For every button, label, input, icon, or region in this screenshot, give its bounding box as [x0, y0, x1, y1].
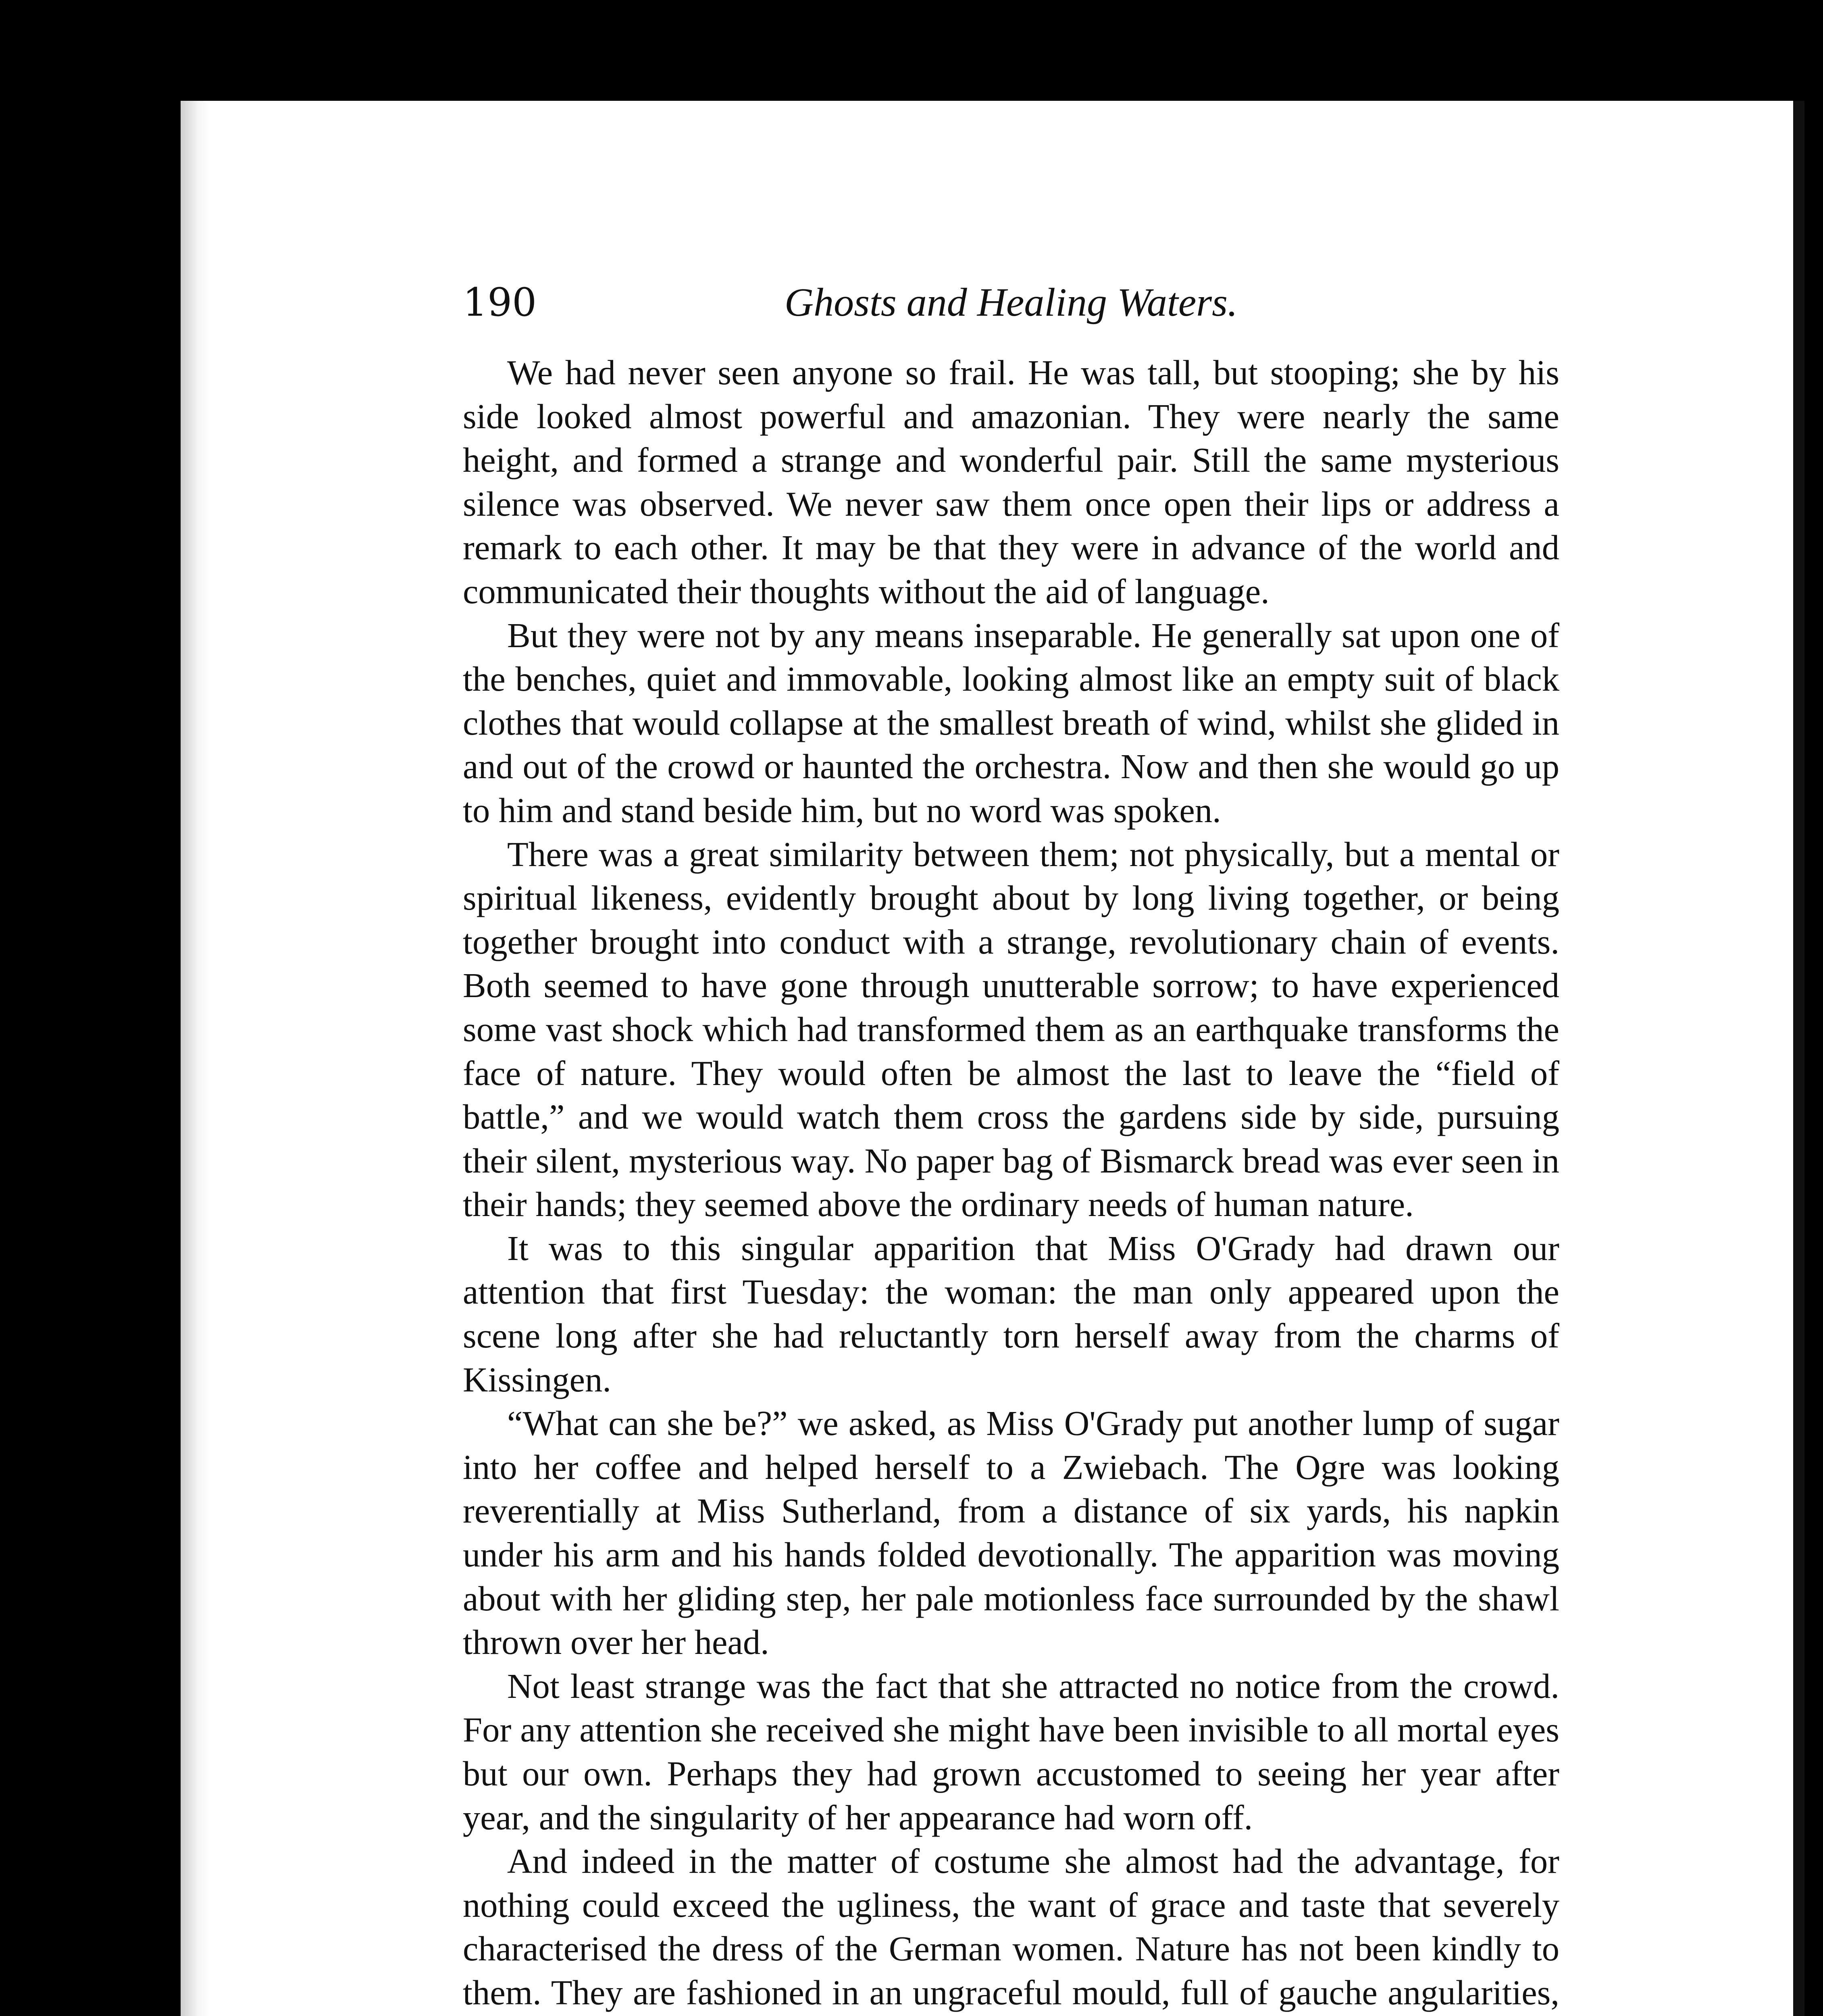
- paragraph: We had never seen anyone so frail. He was tall, but stooping; she by his side looked almost powerful and amazonian. They were nearly the same height, and formed a strange and wonderful pair. Still the same mysterious silence was observed. We never saw them once open their lips or address a remark to each other. It may be that they were in advance of the world and communicated their thoughts without the aid of language.: [463, 353, 1559, 611]
- running-title: Ghosts and Healing Waters.: [784, 280, 1238, 325]
- paragraph: But they were not by any means inseparable. He generally sat upon one of the benches, quiet and immovable, looking almost like an empty suit of black clothes that would collapse at the smallest breath of wind, whilst she glided in and out of the crowd or haunted the orchestra. Now and then she would go up to him and stand beside him, but no word was spoken.: [463, 616, 1559, 830]
- page-number: 190: [463, 280, 537, 325]
- paragraph: “What can she be?” we asked, as Miss O'Grady put another lump of sugar into her coffee and helped herself to a Zwiebach. The Ogre was looking reverentially at Miss Sutherland, from a distance of six yards, his napkin under his arm and his hands folded devotionally. The apparition was moving about with her gliding step, her pale motionless face surrounded by the shawl thrown over her head.: [463, 1404, 1559, 1662]
- body-text: [463, 351, 1559, 2016]
- page-right-edge: [1793, 101, 1804, 2016]
- page-gutter-shadow: [181, 101, 209, 2016]
- page-header: [463, 270, 1559, 335]
- paragraph: There was a great similarity between them; not physically, but a mental or spiritual likeness, evidently brought about by long living together, or being together brought into conduct with a strange, revolutionary chain of events. Both seemed to have gone through unutterable sorrow; to have experienced some vast shock which had transformed them as an earthquake transforms the face of nature. They would often be almost the last to leave the “field of battle,” and we would watch them cross the gardens side by side, pursuing their silent, mysterious way. No paper bag of Bismarck bread was ever seen in their hands; they seemed above the ordinary needs of human nature.: [463, 835, 1559, 1224]
- paragraph: Not least strange was the fact that she attracted no notice from the crowd. For any attention she received she might have been invisible to all mortal eyes but our own. Perhaps they had grown accustomed to seeing her year after year, and the singularity of her appearance had worn off.: [463, 1666, 1559, 1837]
- paragraph: It was to this singular apparition that Miss O'Grady had drawn our attention that first Tuesday: the woman: the man only appeared upon the scene long after she had reluctantly torn herself away from the charms of Kissingen.: [463, 1229, 1559, 1399]
- book-page: [181, 101, 1804, 2016]
- paragraph: And indeed in the matter of costume she almost had the advantage, for nothing could exceed the ugliness, the want of grace and taste that severely characterised the dress of the German women. Nature has not been kindly to them. They are fashioned in an ungraceful mould, full of gauche angularities,: [463, 1842, 1559, 2012]
